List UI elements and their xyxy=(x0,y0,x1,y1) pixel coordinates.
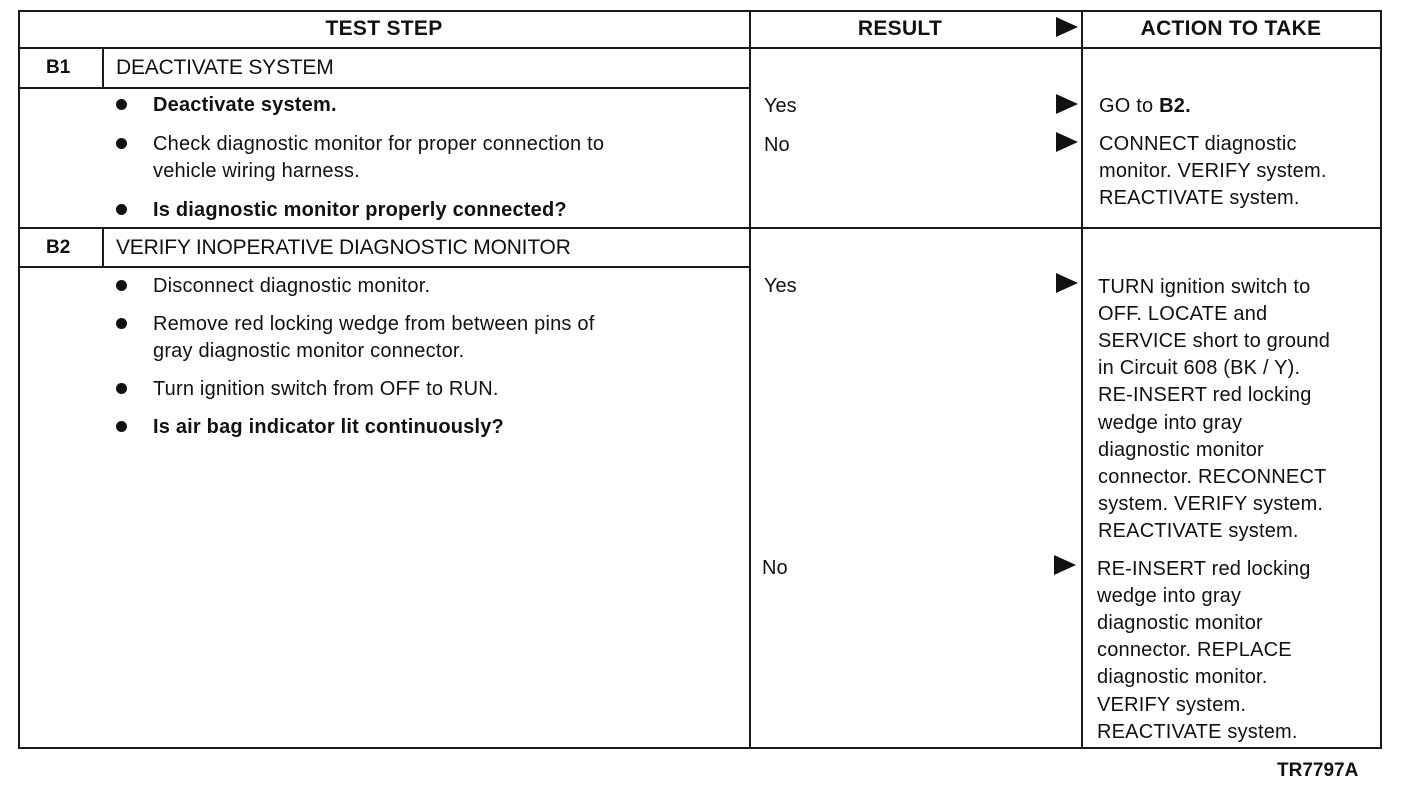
b1-b2-separator xyxy=(18,227,1382,229)
action-text: wedge into gray xyxy=(1098,411,1243,434)
action-text: connector. REPLACE xyxy=(1097,639,1292,662)
bullet-icon xyxy=(116,99,127,110)
arrow-icon xyxy=(1056,132,1078,152)
action-text: in Circuit 608 (BK / Y). xyxy=(1098,357,1301,380)
step-instruction: gray diagnostic monitor connector. xyxy=(153,340,465,362)
header-result: RESULT xyxy=(857,17,943,40)
action-text: CONNECT diagnostic xyxy=(1099,133,1297,155)
result-no: No xyxy=(764,134,790,156)
action-column-divider xyxy=(1081,10,1083,749)
action-text: diagnostic monitor. xyxy=(1097,666,1268,689)
action-text: RE-INSERT red locking xyxy=(1097,558,1311,580)
figure-id: TR7797A xyxy=(1277,760,1359,781)
b2-id-divider xyxy=(102,228,104,267)
result-no: No xyxy=(762,557,788,579)
table-bottom-border xyxy=(18,747,1382,749)
bullet-icon xyxy=(116,421,127,432)
table-left-border xyxy=(18,10,20,749)
action-text: REACTIVATE system. xyxy=(1099,187,1300,209)
action-text: monitor. VERIFY system. xyxy=(1099,160,1327,182)
result-yes: Yes xyxy=(764,275,797,297)
step-instruction: Remove red locking wedge from between pins of xyxy=(153,313,595,335)
action-text: wedge into gray xyxy=(1097,585,1242,608)
step-instruction: Deactivate system. xyxy=(153,94,337,116)
step-question: Is air bag indicator lit continuously? xyxy=(153,416,504,438)
action-text: GO to B2. xyxy=(1099,95,1191,117)
action-text: OFF. LOCATE and xyxy=(1098,303,1268,326)
step-title: DEACTIVATE SYSTEM xyxy=(116,56,334,79)
step-title: VERIFY INOPERATIVE DIAGNOSTIC MONITOR xyxy=(116,236,571,259)
bullet-icon xyxy=(116,383,127,394)
b1-id-divider xyxy=(102,48,104,88)
arrow-icon xyxy=(1056,94,1078,114)
result-column-divider xyxy=(749,10,751,749)
step-instruction: Disconnect diagnostic monitor. xyxy=(153,275,431,297)
bullet-icon xyxy=(116,138,127,149)
action-text: diagnostic monitor xyxy=(1098,438,1264,461)
action-text: SERVICE short to ground xyxy=(1098,330,1331,353)
b1-title-underline xyxy=(18,87,750,89)
header-arrow-icon xyxy=(1056,17,1078,37)
action-text: system. VERIFY system. xyxy=(1098,492,1324,515)
action-text: RE-INSERT red locking xyxy=(1098,384,1312,407)
b2-title-underline xyxy=(18,266,750,268)
step-instruction: Check diagnostic monitor for proper connection to xyxy=(153,133,605,155)
header-test-step: TEST STEP xyxy=(325,17,443,40)
table-right-border xyxy=(1380,10,1382,749)
action-text: connector. RECONNECT xyxy=(1098,465,1327,488)
step-instruction: vehicle wiring harness. xyxy=(153,160,360,182)
arrow-icon xyxy=(1056,273,1078,293)
action-text: REACTIVATE system. xyxy=(1098,519,1299,542)
header-action: ACTION TO TAKE xyxy=(1140,17,1322,40)
step-id: B2 xyxy=(46,237,71,258)
table-top-border xyxy=(18,10,1382,12)
bullet-icon xyxy=(116,318,127,329)
action-text: diagnostic monitor xyxy=(1097,612,1263,635)
bullet-icon xyxy=(116,280,127,291)
arrow-icon xyxy=(1054,555,1076,575)
step-id: B1 xyxy=(46,57,71,78)
action-text: TURN ignition switch to xyxy=(1098,276,1311,298)
bullet-icon xyxy=(116,204,127,215)
action-text: REACTIVATE system. xyxy=(1097,720,1298,743)
step-instruction: Turn ignition switch from OFF to RUN. xyxy=(153,378,499,400)
action-text: VERIFY system. xyxy=(1097,693,1247,716)
result-yes: Yes xyxy=(764,95,797,117)
step-question: Is diagnostic monitor properly connected? xyxy=(153,199,567,221)
header-bottom-border xyxy=(18,47,1382,49)
